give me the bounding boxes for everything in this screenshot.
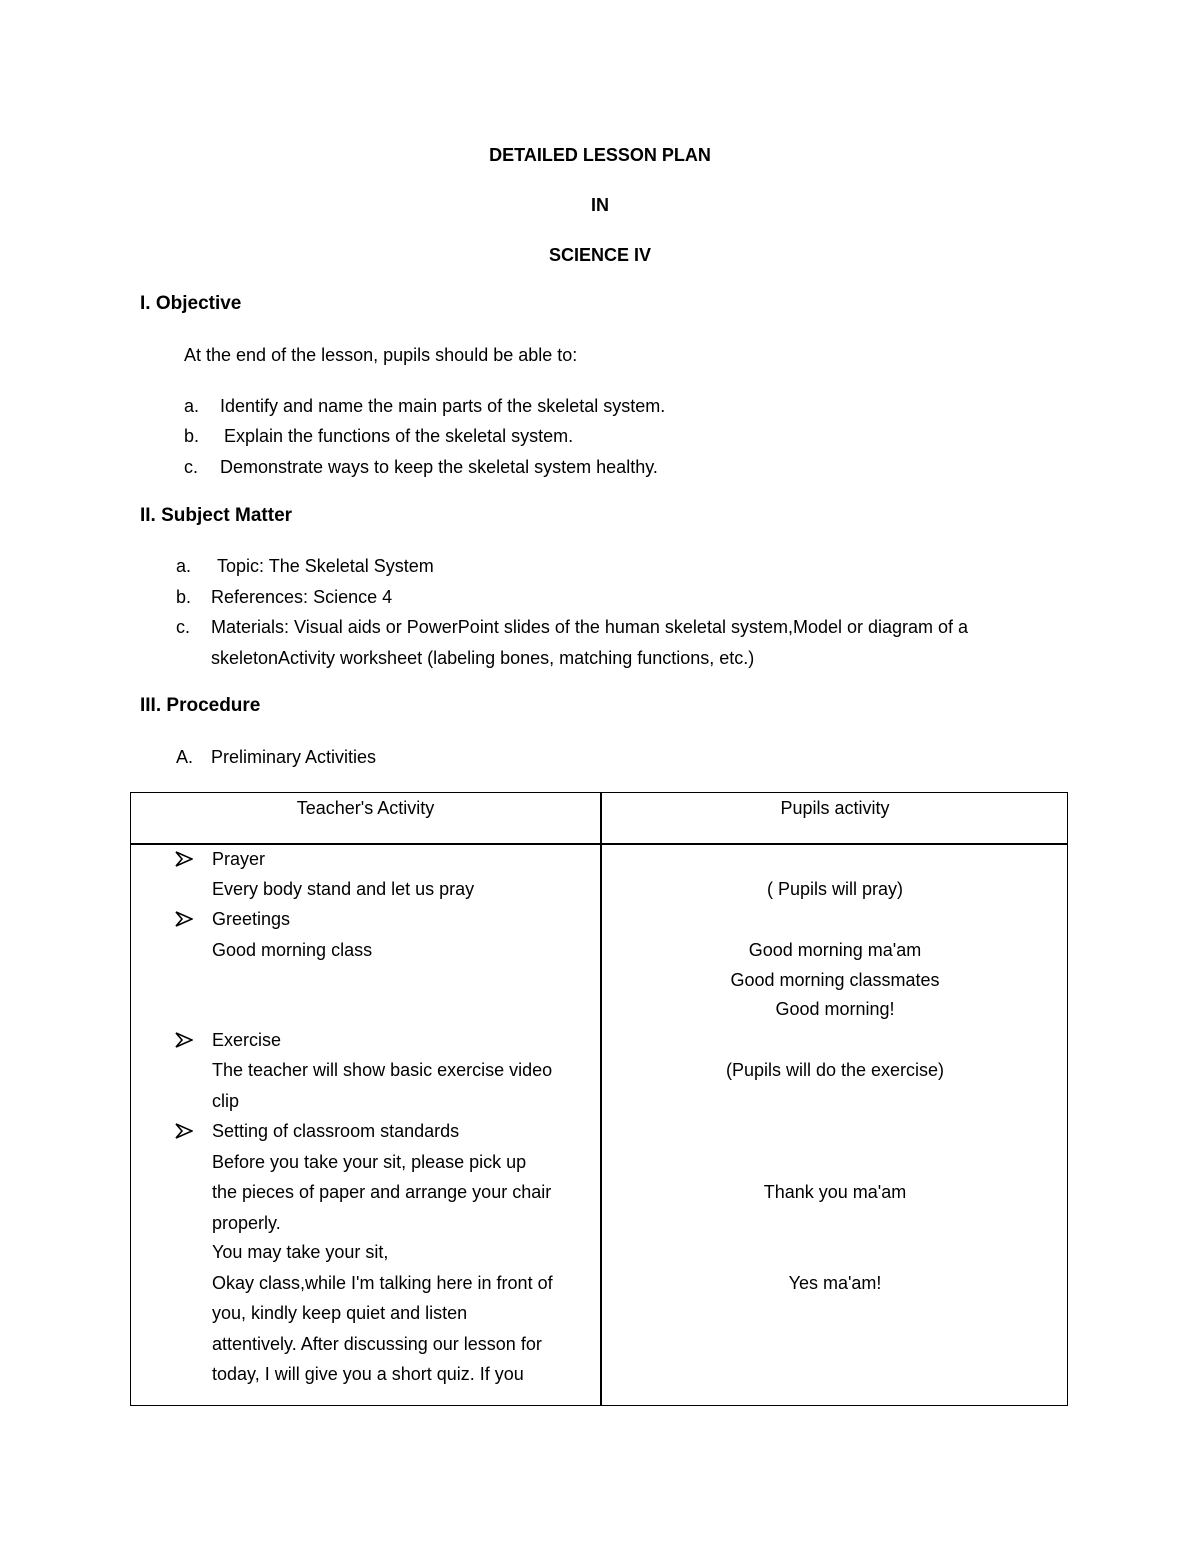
- teacher-line: Prayer: [212, 849, 266, 869]
- header-divider: [131, 843, 1067, 845]
- teacher-line: the pieces of paper and arrange your chair: [212, 1182, 552, 1202]
- teacher-line: attentively. After discussing our lesson for: [212, 1334, 542, 1354]
- arrow-bullet-icon: [175, 1031, 193, 1049]
- list-marker: a.: [176, 556, 192, 576]
- teacher-line: You may take your sit,: [212, 1242, 389, 1262]
- teacher-line: Greetings: [212, 909, 291, 929]
- list-marker: b.: [176, 587, 192, 607]
- list-marker: c.: [176, 617, 191, 637]
- objective-intro: At the end of the lesson, pupils should be able to:: [184, 345, 578, 365]
- subject-matter-heading: II. Subject Matter: [140, 505, 293, 526]
- teacher-line: Good morning class: [212, 940, 373, 960]
- teacher-line: Okay class,while I'm talking here in front of: [212, 1273, 553, 1293]
- pupil-line: Good morning classmates: [730, 970, 940, 990]
- doc-subject: SCIENCE IV: [548, 245, 652, 265]
- arrow-bullet-icon: [175, 1122, 193, 1140]
- arrow-bullet-icon: [175, 850, 193, 868]
- list-marker: b.: [184, 426, 200, 446]
- teacher-line: Before you take your sit, please pick up: [212, 1152, 527, 1172]
- item-label: References:: [211, 587, 309, 607]
- teacher-line: you, kindly keep quiet and listen: [212, 1303, 468, 1323]
- list-text: [211, 615, 968, 639]
- pupil-line: Yes ma'am!: [788, 1273, 882, 1293]
- item-value: Visual aids or PowerPoint slides of the human skeletal system,Model or diagram of a: [294, 617, 969, 637]
- pupil-line: ( Pupils will pray): [766, 879, 904, 899]
- teacher-line: Setting of classroom standards: [212, 1121, 460, 1141]
- activities-table: [130, 792, 1068, 1406]
- item-value: The Skeletal System: [268, 556, 434, 576]
- arrow-bullet-icon: [175, 910, 193, 928]
- doc-title-in: IN: [591, 195, 609, 215]
- list-text: [217, 554, 434, 578]
- item-label: Topic:: [217, 556, 265, 576]
- doc-title: DETAILED LESSON PLAN: [489, 145, 711, 165]
- teacher-line: Every body stand and let us pray: [212, 879, 475, 899]
- pupil-line: Thank you ma'am: [763, 1182, 907, 1202]
- list-marker: c.: [184, 457, 199, 477]
- item-label: Materials:: [211, 617, 290, 637]
- list-marker: A.: [176, 747, 194, 767]
- item-value: Science 4: [313, 587, 393, 607]
- teacher-line: clip: [212, 1091, 240, 1111]
- list-text: [211, 585, 392, 609]
- list-text: Identify and name the main parts of the skeletal system.: [220, 396, 666, 416]
- objective-heading: I. Objective: [140, 293, 242, 314]
- list-item-continuation: skeletonActivity worksheet (labeling bones, matching functions, etc.): [211, 648, 755, 668]
- table-header-teacher: Teacher's Activity: [296, 798, 435, 818]
- table-header-pupils: Pupils activity: [780, 798, 890, 818]
- teacher-line: properly.: [212, 1213, 281, 1233]
- list-text: Explain the functions of the skeletal system.: [224, 426, 574, 446]
- list-text: Preliminary Activities: [211, 747, 377, 767]
- pupil-line: Good morning ma'am: [748, 940, 922, 960]
- list-text: Demonstrate ways to keep the skeletal system healthy.: [220, 457, 658, 477]
- teacher-line: Exercise: [212, 1030, 282, 1050]
- pupil-line: Good morning!: [775, 999, 895, 1019]
- procedure-heading: III. Procedure: [140, 695, 261, 716]
- list-marker: a.: [184, 396, 200, 416]
- pupil-line: (Pupils will do the exercise): [725, 1060, 945, 1080]
- teacher-line: today, I will give you a short quiz. If you: [212, 1364, 524, 1384]
- teacher-line: The teacher will show basic exercise video: [212, 1060, 553, 1080]
